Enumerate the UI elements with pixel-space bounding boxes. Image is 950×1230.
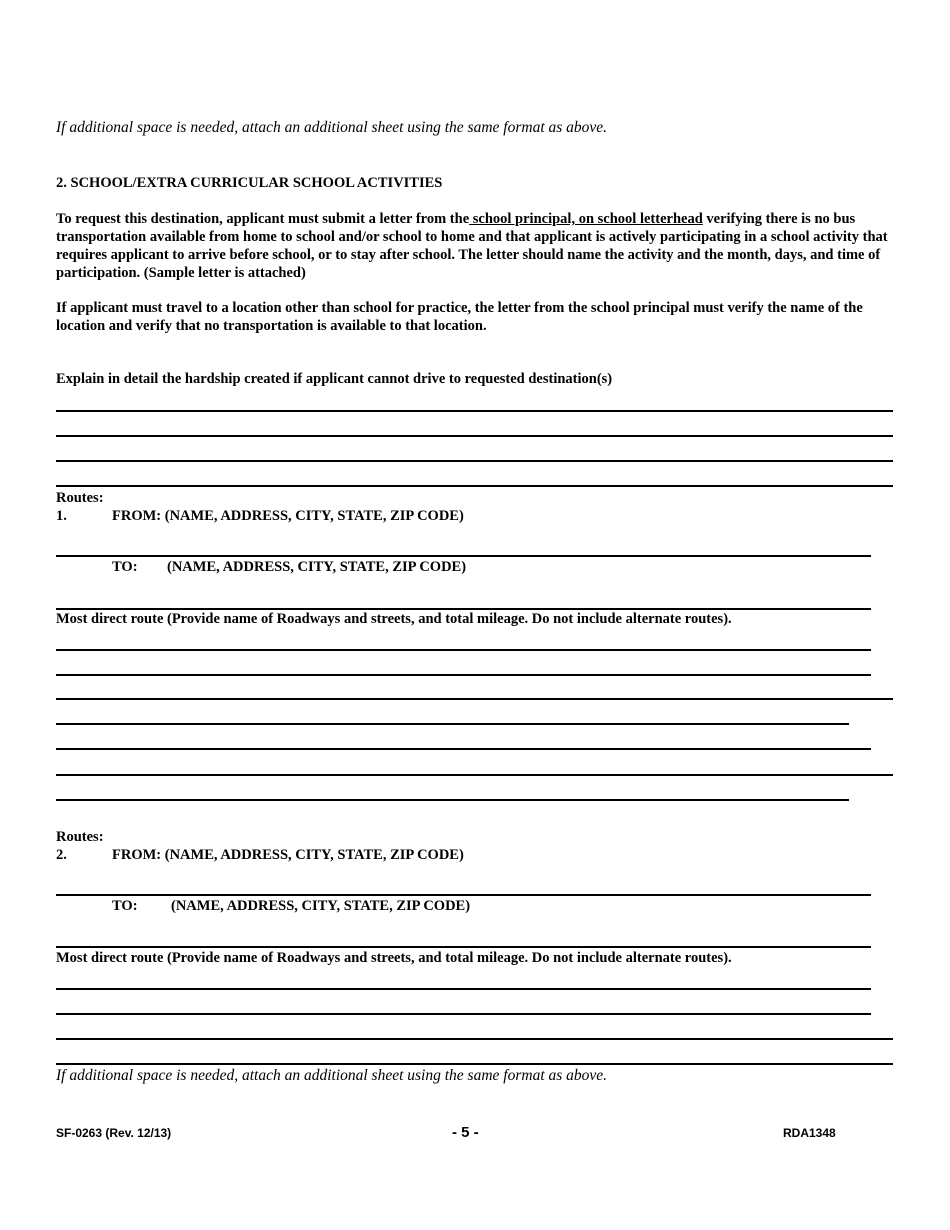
route2-to-label: TO: [112,898,138,914]
school-letterhead-requirement: school principal, on school letterhead [469,211,703,227]
school-letter-instructions [56,210,901,282]
route1-to-label: TO: [112,559,138,575]
additional-space-note-bottom: If additional space is needed, attach an additional sheet using the same format as above. [56,1067,608,1084]
route2-direct-route-line[interactable] [56,988,871,990]
route2-direct-route-line[interactable] [56,1038,893,1040]
route2-direct-route-line[interactable] [56,1063,893,1065]
route-number-2: 2. [56,847,67,863]
additional-space-note-top: If additional space is needed, attach an additional sheet using the same format as above. [56,119,608,136]
route1-direct-route-line[interactable] [56,698,893,700]
route2-from-label: FROM: (NAME, ADDRESS, CITY, STATE, ZIP CODE) [112,847,464,863]
hardship-answer-line[interactable] [56,485,893,487]
section-heading: 2. SCHOOL/EXTRA CURRICULAR SCHOOL ACTIVITIES [56,175,443,191]
route1-direct-route-line[interactable] [56,774,893,776]
route1-direct-route-line[interactable] [56,674,871,676]
routes-label-2: Routes: [56,829,104,845]
page-number: - 5 - [452,1124,479,1141]
hardship-answer-line[interactable] [56,460,893,462]
hardship-answer-line[interactable] [56,410,893,412]
route1-from-label: FROM: (NAME, ADDRESS, CITY, STATE, ZIP CODE) [112,508,464,524]
routes-label-1: Routes: [56,490,104,506]
route-number-1: 1. [56,508,67,524]
practice-location-instructions: If applicant must travel to a location other than school for practice, the letter from the school principal must verify the name of the location and verify that no transportation is available to that location. [56,300,863,334]
route2-to-line[interactable] [56,946,871,948]
route1-direct-route-line[interactable] [56,748,871,750]
route1-direct-route-line[interactable] [56,649,871,651]
route2-direct-route-line[interactable] [56,1013,871,1015]
form-code: RDA1348 [783,1126,836,1140]
route1-direct-route-line[interactable] [56,799,849,801]
route1-direct-route-prompt: Most direct route (Provide name of Roadways and streets, and total mileage. Do not include alternate routes). [56,611,732,627]
para1-end: verifying there is no bus transportation available from home to school and/or school to home and that applicant is actively participating in a school activity that requires applicant to arrive before school, or to stay after school. The letter should name the activity and the month, days, and time of participation. (Sample letter is attached) [56,211,888,281]
hardship-prompt: Explain in detail the hardship created if applicant cannot drive to requested destination(s) [56,371,613,387]
route2-to-detail: (NAME, ADDRESS, CITY, STATE, ZIP CODE) [171,898,471,914]
route1-from-line[interactable] [56,555,871,557]
hardship-answer-line[interactable] [56,435,893,437]
para1-start: To request this destination, applicant must submit a letter from the [56,211,470,227]
route1-direct-route-line[interactable] [56,723,849,725]
route1-to-detail: (NAME, ADDRESS, CITY, STATE, ZIP CODE) [167,559,467,575]
route2-direct-route-prompt: Most direct route (Provide name of Roadways and streets, and total mileage. Do not include alternate routes). [56,950,732,966]
form-id: SF-0263 (Rev. 12/13) [56,1126,172,1140]
route2-from-line[interactable] [56,894,871,896]
